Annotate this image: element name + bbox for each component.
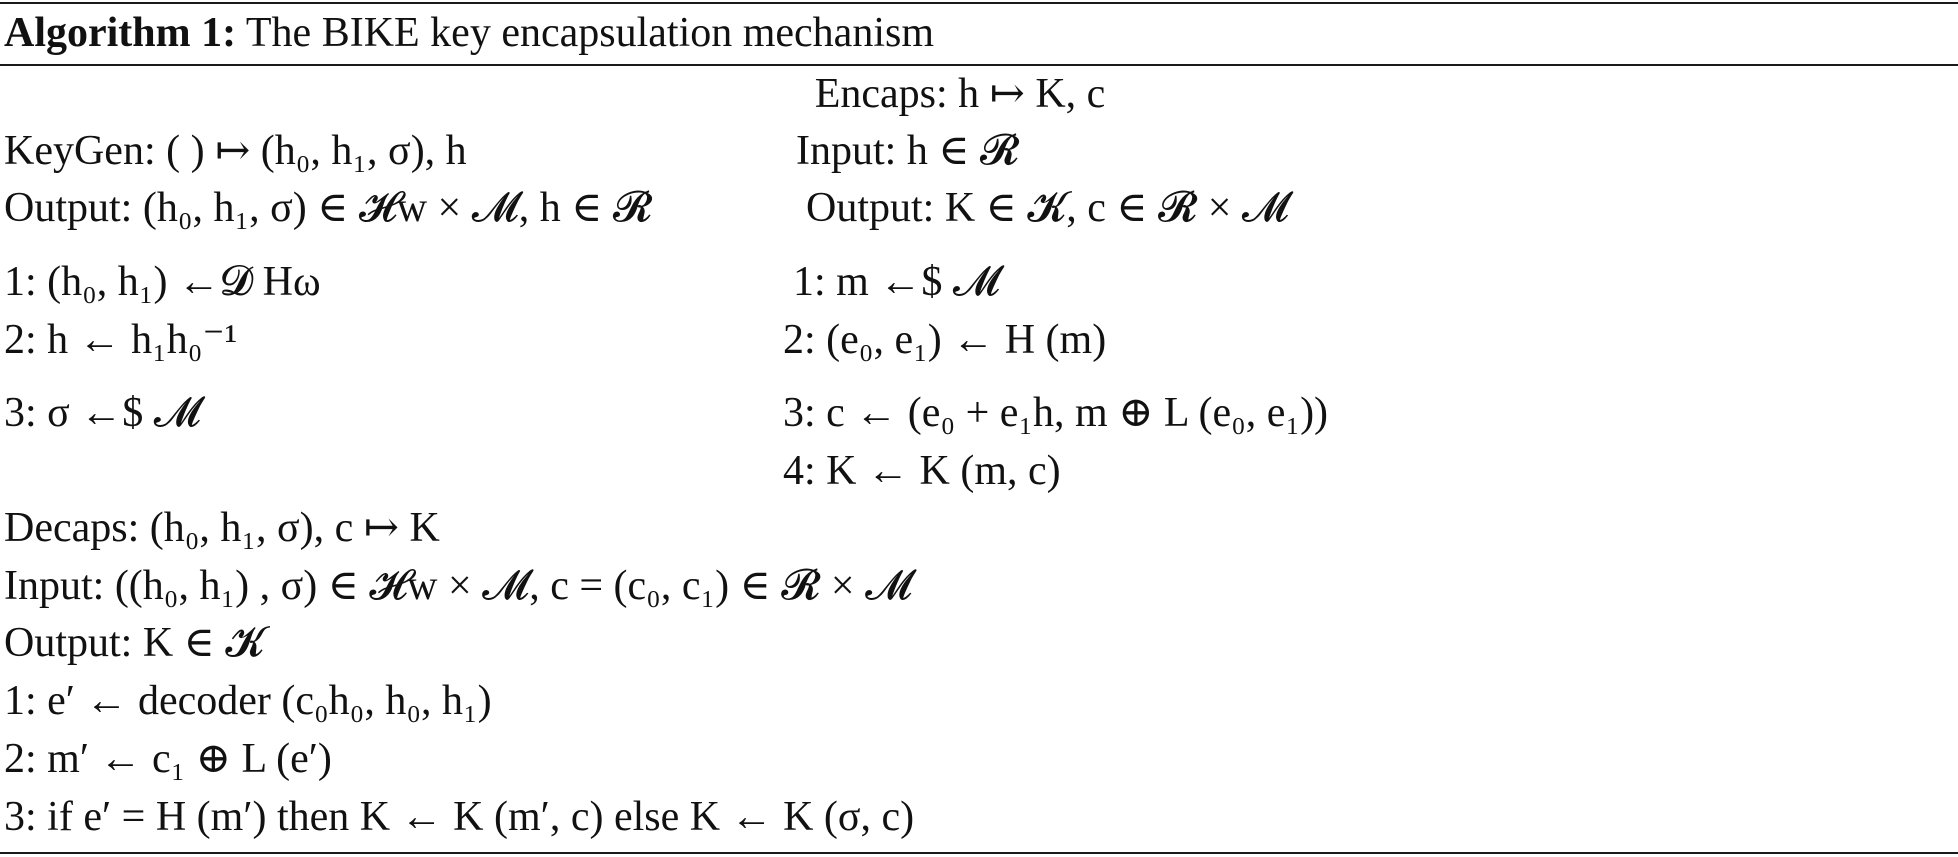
encaps-step-1: 1: m ←$ 𝓜 [793, 259, 1000, 305]
encaps-header: Encaps: h ↦ K, c [814, 71, 1106, 117]
encaps-input: Input: h ∈ 𝓡 [796, 128, 1020, 174]
keygen-step-2: 2: h ← h₁h₀⁻¹ [4, 317, 238, 363]
top-rule [0, 2, 1958, 4]
decaps-step-2: 2: m′ ← c₁ ⊕ L (e′) [4, 736, 332, 782]
decaps-step-1: 1: e′ ← decoder (c₀h₀, h₀, h₁) [4, 678, 492, 724]
decaps-step-3: 3: if e′ = H (m′) then K ← K (m′, c) else K ← K (σ, c) [4, 794, 915, 840]
keygen-step-3: 3: σ ←$ 𝓜 [4, 390, 201, 436]
keygen-step-1: 1: (h₀, h₁) ←𝓓 Hω [4, 259, 321, 305]
decaps-output: Output: K ∈ 𝓚 [4, 620, 265, 666]
encaps-step-4: 4: K ← K (m, c) [783, 448, 1061, 494]
algorithm-label: Algorithm 1: [4, 10, 237, 56]
algorithm-caption [4, 6, 934, 60]
decaps-header: Decaps: (h₀, h₁, σ), c ↦ K [4, 505, 440, 551]
keygen-header: KeyGen: ( ) ↦ (h₀, h₁, σ), h [4, 128, 467, 174]
keygen-output: Output: (h₀, h₁, σ) ∈ 𝓗w × 𝓜, h ∈ 𝓡 [4, 185, 653, 231]
decaps-input: Input: ((h₀, h₁) , σ) ∈ 𝓗w × 𝓜, c = (c₀, c₁) ∈ 𝓡 × 𝓜 [4, 563, 913, 609]
bottom-rule [0, 852, 1958, 854]
algorithm-title: The BIKE key encapsulation mechanism [245, 10, 935, 56]
encaps-step-3: 3: c ← (e₀ + e₁h, m ⊕ L (e₀, e₁)) [783, 390, 1329, 436]
encaps-output: Output: K ∈ 𝓚, c ∈ 𝓡 × 𝓜 [806, 185, 1289, 231]
encaps-step-2: 2: (e₀, e₁) ← H (m) [783, 317, 1107, 363]
